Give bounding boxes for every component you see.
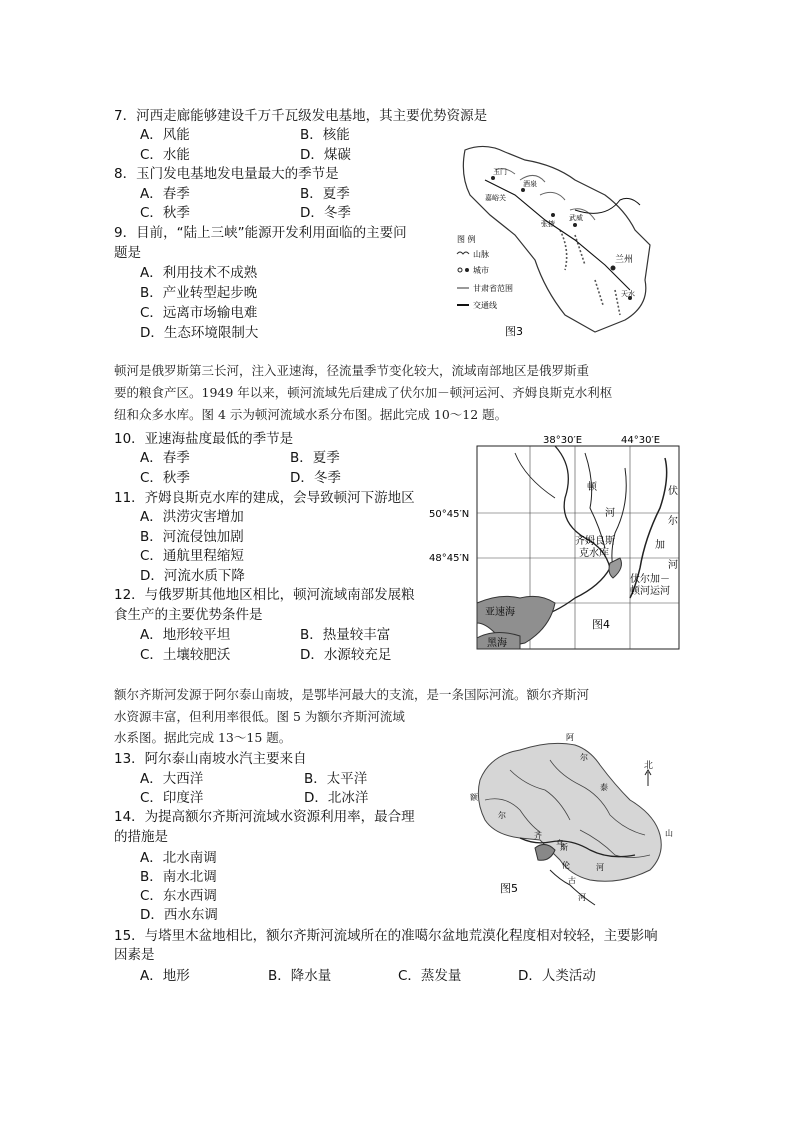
fig5-altai-char-2: 尔 [580, 753, 588, 762]
fig4-lat1: 50°45′N [429, 509, 470, 520]
q13-option-d: D．北冰洋 [304, 790, 369, 806]
passage2-line2: 水资源丰富，但利用率很低。图 5 为额尔齐斯河流域 [114, 709, 405, 724]
q12-option-c: C．土壤较肥沃 [140, 647, 231, 663]
fig5-irtysh-char-5: 河 [596, 863, 604, 872]
legend-city-icon-2 [465, 268, 469, 272]
q11-option-a: A．洪涝灾害增加 [140, 509, 244, 525]
q11-option-c: C．通航里程缩短 [140, 548, 244, 564]
q12-option-b: B．热量较丰富 [300, 627, 391, 643]
q11-option-d: D．河流水质下降 [140, 568, 245, 584]
q7-option-c: C．水能 [140, 147, 190, 163]
q10-option-a: A．春季 [140, 450, 190, 466]
fig4-azov-label: 亚速海 [485, 607, 515, 618]
zhangye-city-marker [551, 213, 555, 217]
q14-option-d: D．西水东调 [140, 907, 218, 923]
fig4-volga-char-2: 尔 [668, 516, 678, 527]
q8-option-b: B．夏季 [300, 186, 350, 202]
lanzhou-city-marker [611, 266, 616, 271]
fig5-ulungur-char-4: 河 [578, 893, 586, 902]
passage1-line1: 顿河是俄罗斯第三长河，注入亚速海，径流量季节变化较大，流域南部地区是俄罗斯重 [114, 363, 590, 378]
fig4-canal-label-1: 伏尔加－ [630, 574, 670, 585]
q10-option-b: B．夏季 [290, 450, 340, 466]
fig4-black-sea-label: 黑海 [487, 638, 507, 649]
q7-option-b: B．核能 [300, 127, 350, 143]
fig5-north-label: 北 [644, 761, 654, 771]
q12-stem-line2: 食生产的主要优势条件是 [114, 607, 263, 623]
q12-option-a: A．地形较平坦 [140, 627, 231, 643]
place-zhangye: 张掖 [541, 220, 555, 228]
q11-stem: 11．齐姆良斯克水库的建成，会导致顿河下游地区 [114, 490, 415, 506]
fig4-canal-label-2: 顿河运河 [630, 586, 670, 597]
place-yumen: 玉门 [493, 168, 507, 176]
q9-option-b: B．产业转型起步晚 [140, 285, 258, 301]
q15-stem-line2: 因素是 [114, 947, 155, 963]
q11-option-b: B．河流侵蚀加剧 [140, 529, 244, 545]
fig5-ulungur-char-3: 古 [568, 876, 576, 885]
q13-stem: 13．阿尔泰山南坡水汽主要来自 [114, 751, 307, 767]
legend-city-icon [458, 268, 462, 272]
q15-option-d: D．人类活动 [518, 968, 596, 984]
q15-stem-line1: 15．与塔里木盆地相比，额尔齐斯河流域所在的准噶尔盆地荒漠化程度相对较轻，主要影响 [114, 928, 658, 944]
don-river [535, 446, 610, 618]
q7-option-a: A．风能 [140, 127, 190, 143]
place-tianshui: 天水 [621, 290, 635, 298]
q14-option-c: C．东水西调 [140, 888, 217, 904]
fig4-don-label-1: 顿 [587, 482, 597, 493]
q15-option-b: B．降水量 [268, 968, 332, 984]
q9-option-a: A．利用技术不成熟 [140, 265, 258, 281]
fig4-lon1: 38°30′E [543, 435, 583, 446]
jiuquan-city-marker [521, 188, 525, 192]
fig5-irtysh-char-3: 齐 [534, 831, 542, 840]
place-wuwei: 武威 [569, 214, 583, 222]
tsimlyansk-reservoir [609, 558, 621, 578]
q15-option-a: A．地形 [140, 968, 190, 984]
q9-option-d: D．生态环境限制大 [140, 325, 259, 341]
q8-stem: 8．玉门发电基地发电量最大的季节是 [114, 166, 339, 182]
q13-option-b: B．太平洋 [304, 771, 368, 787]
fig3-legend-traffic: 交通线 [473, 301, 497, 310]
place-lanzhou: 兰州 [615, 255, 634, 265]
fig3-legend-title: 图 例 [457, 235, 476, 244]
passage2-line1: 额尔齐斯河发源于阿尔泰山南坡，是鄂毕河最大的支流，是一条国际河流。额尔齐斯河 [114, 687, 590, 702]
passage1-line3: 纽和众多水库。图 4 示为顿河流域水系分布图。据此完成 10～12 题。 [114, 407, 508, 422]
q15-option-c: C．蒸发量 [398, 968, 462, 984]
q10-option-c: C．秋季 [140, 470, 190, 486]
fig5-altai-char-3: 泰 [600, 783, 608, 792]
q13-option-a: A．大西洋 [140, 771, 204, 787]
passage2-line3: 水系图。据此完成 13～15 题。 [114, 730, 292, 745]
figure-4-don-river-map [425, 428, 685, 653]
figure-5-irtysh-basin-map [450, 720, 690, 920]
q8-option-d: D．冬季 [300, 205, 351, 221]
legend-mountain-icon [457, 252, 469, 254]
fig5-irtysh-char-1: 额 [470, 793, 478, 802]
q9-stem-line2: 题是 [114, 245, 141, 261]
fig4-reservoir-label-1: 齐姆良斯 [575, 536, 615, 547]
wuwei-city-marker [573, 223, 577, 227]
fig4-volga-char-4: 河 [668, 560, 678, 571]
q14-stem-line1: 14．为提高额尔齐斯河流域水资源利用率，最合理 [114, 809, 415, 825]
yumen-city-marker [491, 176, 495, 180]
passage1-line2: 要的粮食产区。1949 年以来，顿河流域先后建成了伏尔加－顿河运河、齐姆良斯克水利枢 [114, 385, 613, 400]
q13-option-c: C．印度洋 [140, 790, 204, 806]
place-jiuquan: 酒泉 [523, 180, 537, 188]
ulungur-lake [535, 844, 555, 860]
q10-option-d: D．冬季 [290, 470, 341, 486]
fig4-reservoir-label-2: 克水库 [579, 548, 609, 559]
q7-stem: 7．河西走廊能够建设千万千瓦级发电基地，其主要优势资源是 [114, 108, 488, 124]
fig4-lat2: 48°45′N [429, 553, 470, 564]
q12-option-d: D．水源较充足 [300, 647, 392, 663]
fig4-don-label-2: 河 [605, 508, 615, 519]
q14-option-b: B．南水北调 [140, 869, 217, 885]
fig5-altai-char-1: 阿 [566, 733, 574, 742]
q12-stem-line1: 12．与俄罗斯其他地区相比，顿河流域南部发展粮 [114, 587, 415, 603]
q14-option-a: A．北水南调 [140, 850, 217, 866]
fig5-irtysh-char-4: 斯 [560, 843, 568, 852]
q10-stem: 10．亚速海盐度最低的季节是 [114, 431, 294, 447]
fig5-caption: 图5 [500, 882, 518, 895]
fig3-legend-mountains: 山脉 [473, 250, 489, 259]
fig4-lon2: 44°30′E [621, 435, 661, 446]
fig5-ulungur-char-2: 伦 [562, 861, 570, 870]
q9-stem-line1: 9．目前，“陆上三峡”能源开发利用面临的主要问 [114, 225, 407, 241]
q14-stem-line2: 的措施是 [114, 829, 168, 845]
fig5-altai-char-4: 山 [665, 829, 673, 838]
fig4-caption: 图4 [592, 618, 610, 631]
fig3-caption: 图3 [505, 325, 523, 338]
place-jiayuguan: 嘉峪关 [485, 194, 506, 202]
figure-3-gansu-map [445, 140, 670, 340]
q7-option-d: D．煤碳 [300, 147, 351, 163]
fig5-irtysh-char-2: 尔 [498, 811, 506, 820]
fig5-ulungur-char-1: 乌 [556, 839, 564, 848]
q8-option-c: C．秋季 [140, 205, 190, 221]
fig4-volga-char-1: 伏 [668, 486, 678, 497]
q8-option-a: A．春季 [140, 186, 190, 202]
fig4-volga-char-3: 加 [655, 540, 665, 551]
fig3-legend-boundary: 甘肃省范围 [473, 284, 513, 293]
fig3-legend-city: 城市 [473, 266, 489, 275]
q9-option-c: C．远离市场输电难 [140, 305, 258, 321]
